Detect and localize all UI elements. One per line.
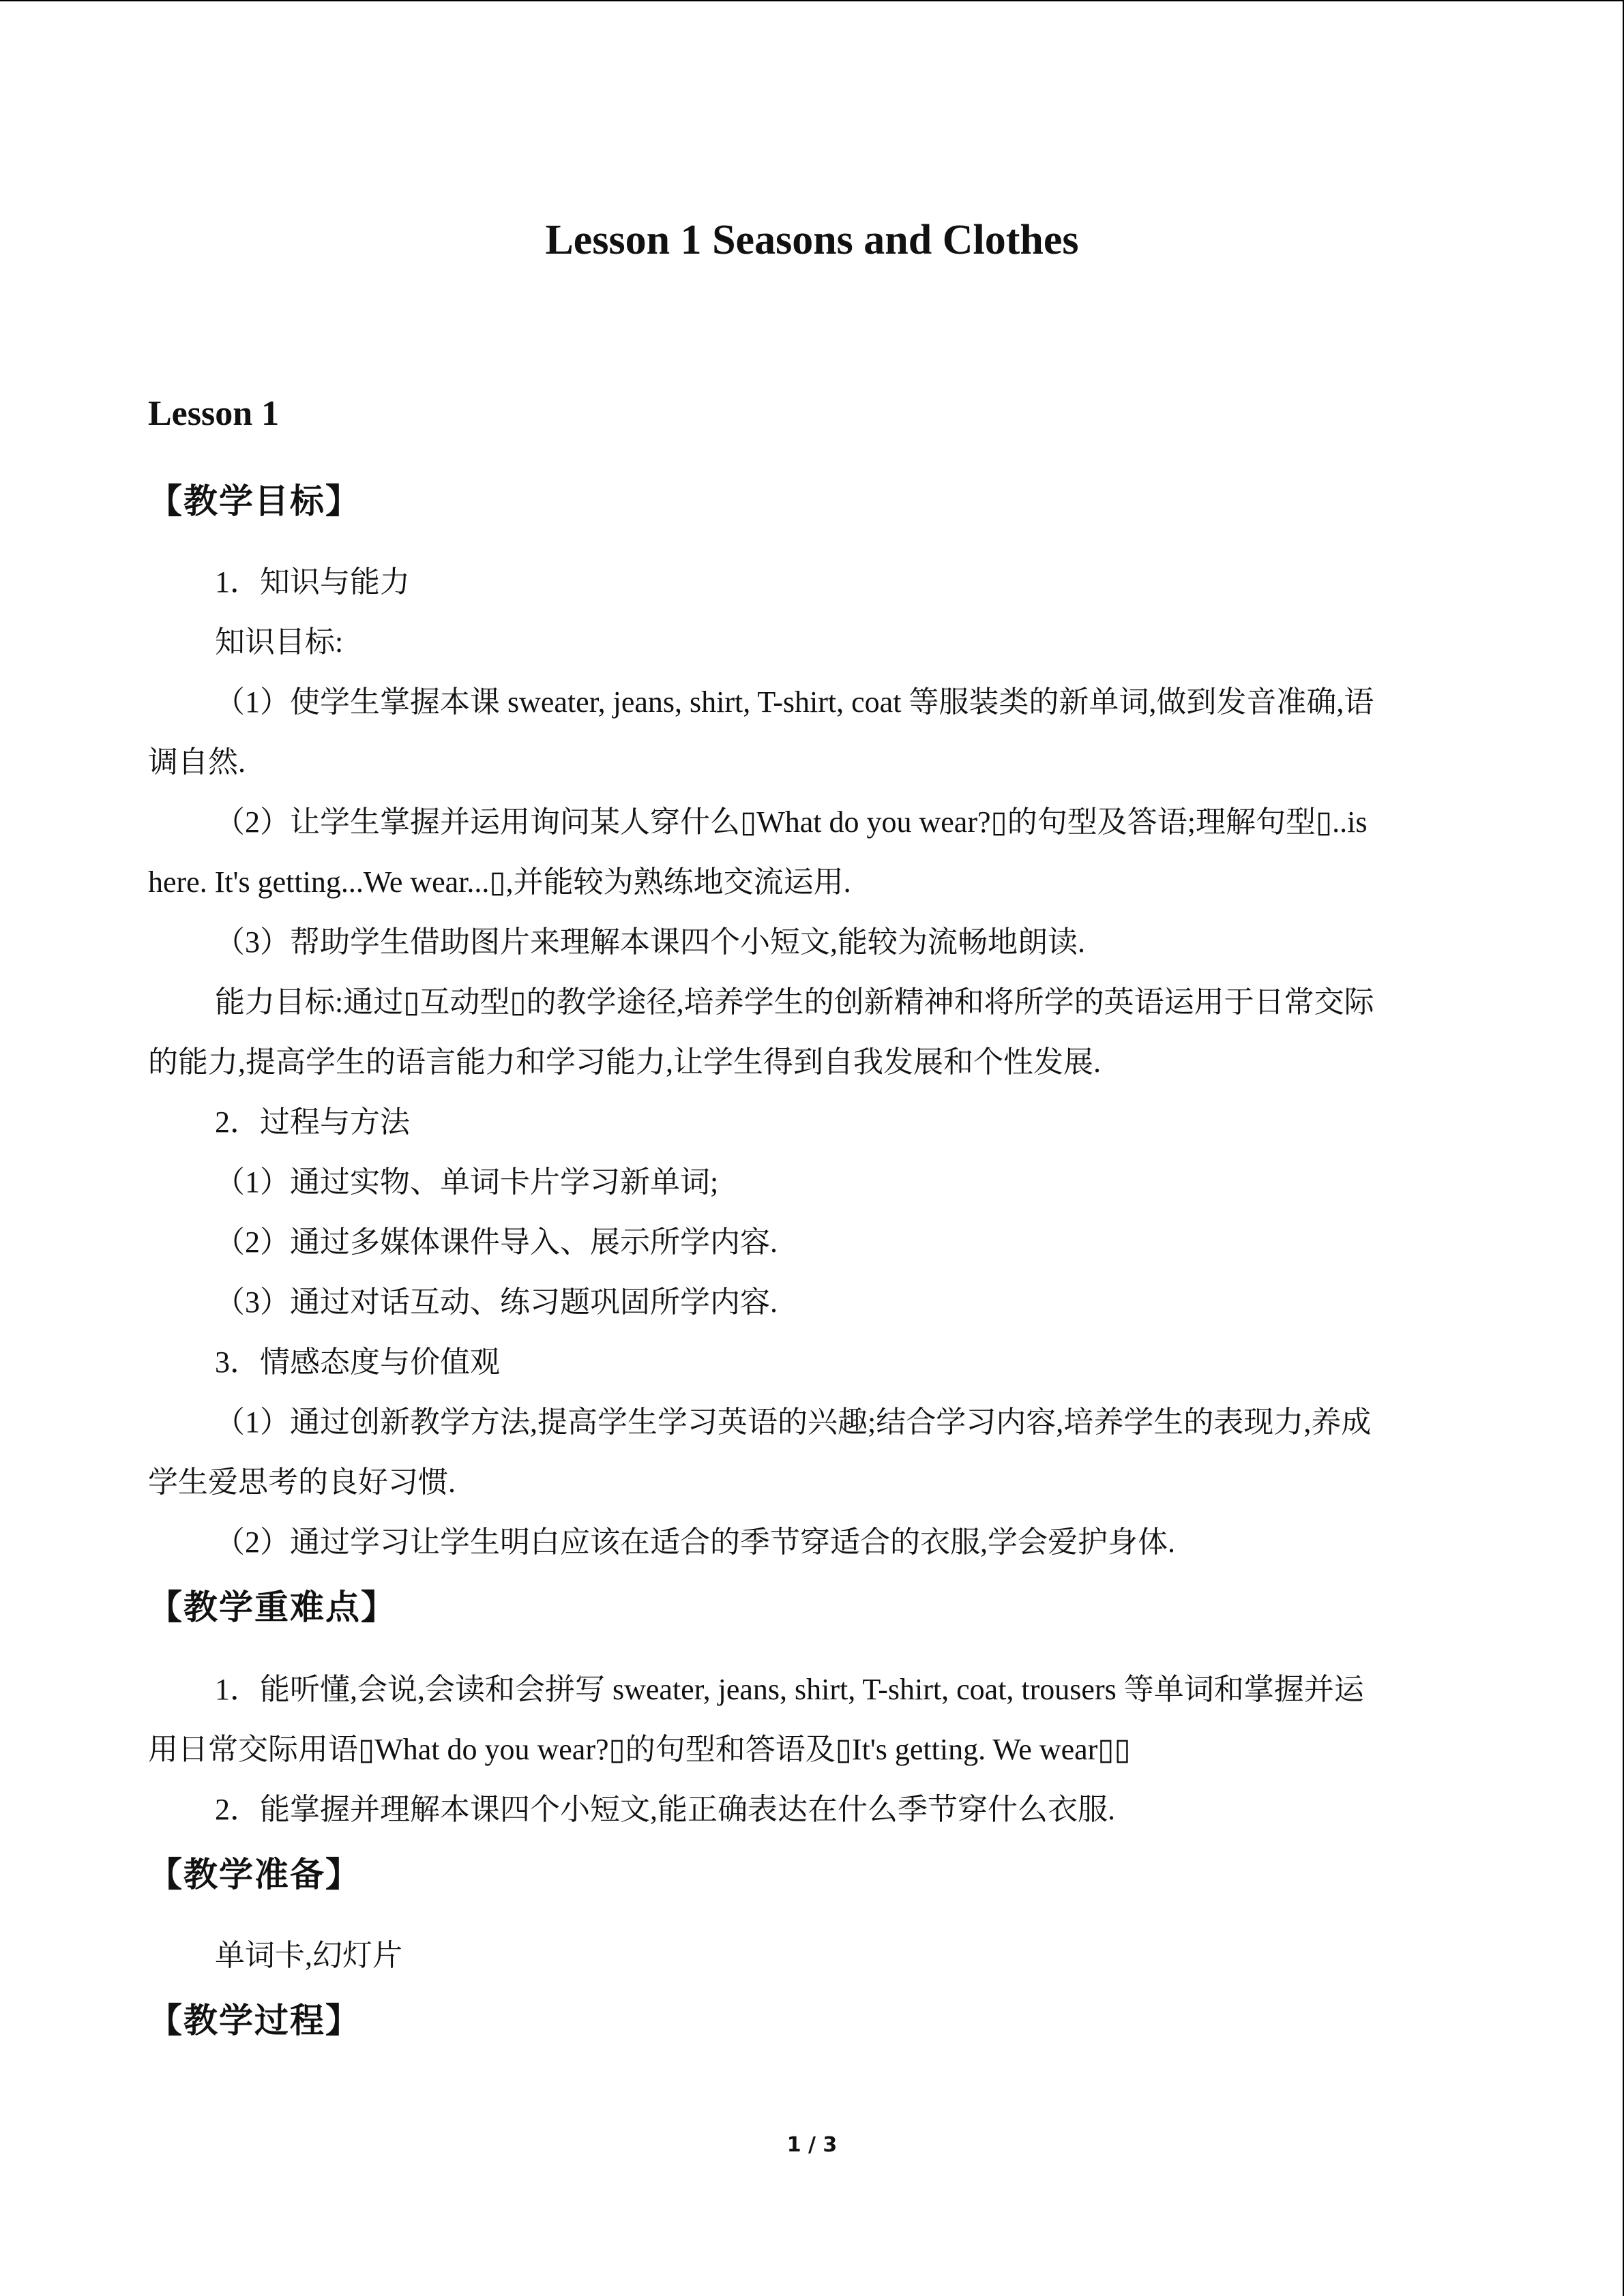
section-preparation: 【教学准备】 <box>148 1855 361 1894</box>
key-point-2: 2．能掌握并理解本课四个小短文,能正确表达在什么季节穿什么衣服. <box>215 1793 1115 1826</box>
lesson-subtitle: Lesson 1 <box>148 394 280 433</box>
section-process: 【教学过程】 <box>148 2001 361 2040</box>
emotion-item-1-cont: 学生爱思考的良好习惯. <box>148 1465 456 1499</box>
ability-goal: 能力目标:通过▯互动型▯的教学途径,培养学生的创新精神和将所学的英语运用于日常交际 <box>215 985 1374 1019</box>
objective-heading-3: 3．情感态度与价值观 <box>215 1345 500 1379</box>
emotion-item-2: （2）通过学习让学生明白应该在适合的季节穿适合的衣服,学会爱护身体. <box>215 1525 1175 1559</box>
knowledge-item-2: （2）让学生掌握并运用询问某人穿什么▯What do you wear?▯的句型及答语;理解句型▯..is <box>215 805 1368 839</box>
knowledge-item-1-cont: 调自然. <box>148 745 246 779</box>
section-key-points: 【教学重难点】 <box>148 1587 396 1627</box>
objective-heading-1: 1．知识与能力 <box>215 565 410 599</box>
key-point-1: 1．能听懂,会说,会读和会拼写 sweater, jeans, shirt, T-shirt, coat, trousers 等单词和掌握并运 <box>215 1673 1364 1706</box>
ability-goal-cont: 的能力,提高学生的语言能力和学习能力,让学生得到自我发展和个性发展. <box>148 1045 1101 1079</box>
process-item-1: （1）通过实物、单词卡片学习新单词; <box>215 1165 719 1199</box>
knowledge-label: 知识目标: <box>215 625 344 659</box>
process-item-2: （2）通过多媒体课件导入、展示所学内容. <box>215 1225 778 1259</box>
objective-heading-2: 2．过程与方法 <box>215 1105 410 1139</box>
knowledge-item-1: （1）使学生掌握本课 sweater, jeans, shirt, T-shirt, coat 等服装类的新单词,做到发音准确,语 <box>215 685 1374 719</box>
emotion-item-1: （1）通过创新教学方法,提高学生学习英语的兴趣;结合学习内容,培养学生的表现力,养成 <box>215 1405 1372 1439</box>
knowledge-item-3: （3）帮助学生借助图片来理解本课四个小短文,能较为流畅地朗读. <box>215 925 1085 959</box>
section-objectives: 【教学目标】 <box>148 481 361 521</box>
page-number: 1 / 3 <box>786 2133 838 2157</box>
knowledge-item-2-cont: here. It's getting...We wear...▯,并能较为熟练地交流运用. <box>148 865 851 899</box>
document-title: Lesson 1 Seasons and Clothes <box>545 217 1079 263</box>
key-point-1-cont: 用日常交际用语▯What do you wear?▯的句型和答语及▯It's getting. We wear▯▯ <box>148 1733 1131 1766</box>
preparation-text: 单词卡,幻灯片 <box>215 1939 402 1972</box>
process-item-3: （3）通过对话互动、练习题巩固所学内容. <box>215 1285 778 1319</box>
